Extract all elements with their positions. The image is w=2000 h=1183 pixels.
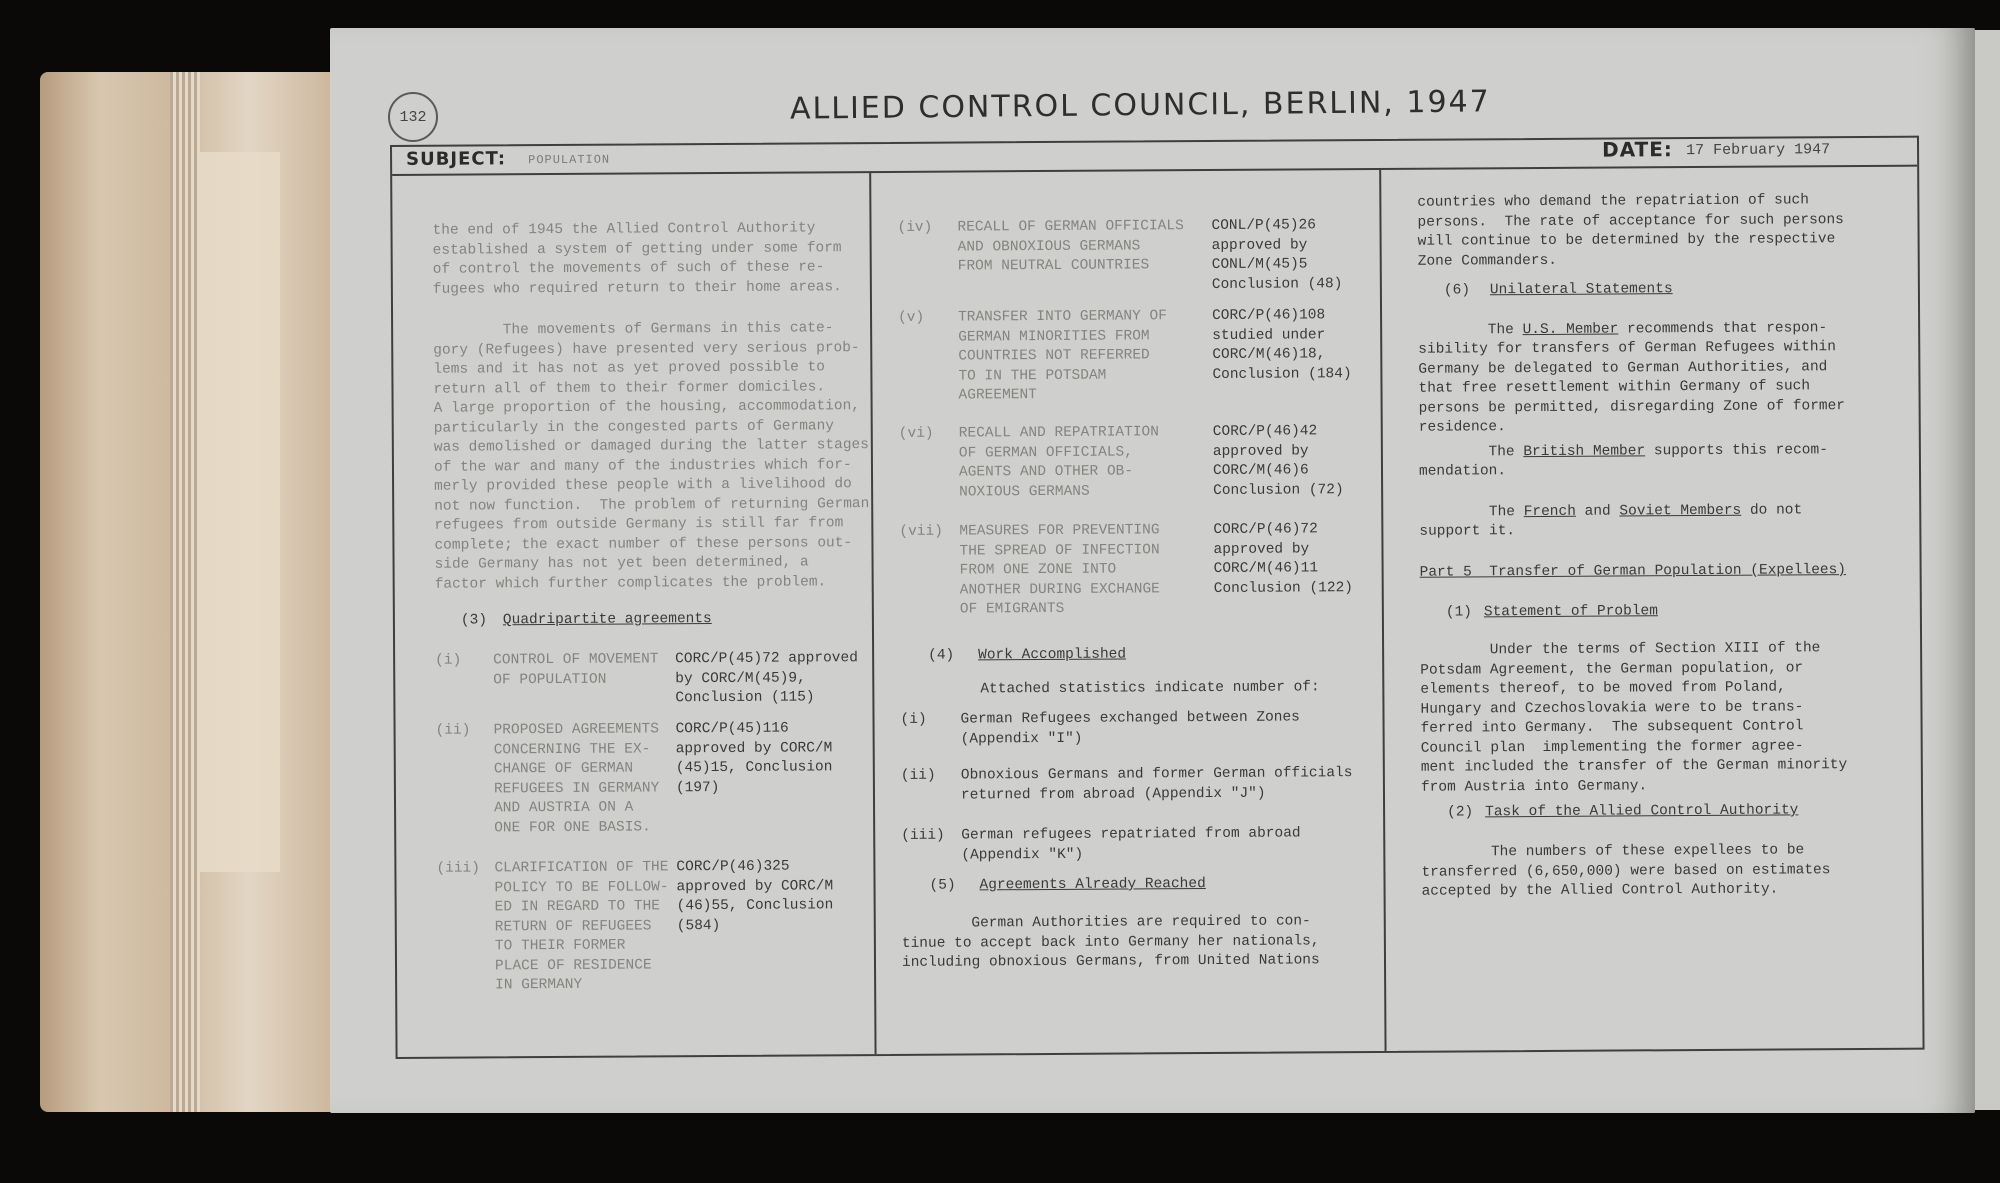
stat-number: (iii) [901,827,945,844]
stat-text: Obnoxious Germans and former German officials returned from abroad (Appendix "J") [960,765,1353,804]
item-number: (v) [898,309,925,326]
page-number-circle [388,92,438,142]
section-number: (2) [1447,804,1474,821]
section-title: Agreements Already Reached [979,876,1206,894]
item-reference: CORC/P(45)116 approved by CORC/M (45)15, Conclusion (197) [675,720,833,796]
paragraph: German Authorities are required to con- tinue to accept back into Germany her nationals, including obnoxious Germans, from United Nations [901,913,1320,971]
document-frame [390,136,1925,1059]
item-number: (iii) [436,860,480,877]
item-subject: CLARIFICATION OF THE POLICY TO BE FOLLOW- ED IN REGARD TO THE RETURN OF REFUGEES TO THEIR FORMER PLACE OF RESIDENCE IN GERMANY [494,859,669,994]
section-number: (4) [928,647,955,664]
section-title: Unilateral Statements [1489,281,1673,299]
paragraph: the end of 1945 the Allied Control Authority established a system of getting under some form of control the movements of such of these re- fugees who required return to their home areas. [432,220,842,298]
french-member: French [1523,503,1576,521]
british-member-line [1419,441,1828,463]
item-number: (vi) [898,425,934,442]
date-label: DATE: [1601,137,1673,162]
item-reference: CORC/P(46)108 studied under CORC/M(46)18, Conclusion (184) [1212,307,1352,383]
stat-text: German Refugees exchanged between Zones (Appendix "I") [960,709,1300,748]
paragraph: The movements of Germans in this cate- gory (Refugees) have presented very serious prob- lems and it has not as yet proved possible to return all of them to their former domiciles. A large proportion of the housing, accommodation, particularly in the congested parts of Germany was demolished or damaged during the latter stages of the war and many of the industries which for- merly provided these people with a livelihood do not now function. The problem of returning German refugees from outside Germany is still far from complete; the exact number of these persons out- side Germany has not yet been determined, a factor which further complicates the problem. [433,320,870,593]
british-member: British Member [1523,443,1646,461]
section-number: (1) [1445,604,1473,621]
text: The [1419,504,1524,521]
page-title: ALLIED CONTROL COUNCIL, BERLIN, 1947 [789,84,1491,127]
item-number: (vii) [899,523,943,540]
text: The [1418,444,1524,461]
paragraph: support it. [1419,523,1516,540]
subject-label: SUBJECT: [406,148,507,170]
section-number: (5) [929,877,956,894]
section-number: (3) [460,612,488,629]
item-reference: CORC/P(46)72 approved by CORC/M(46)11 Conclusion (122) [1213,521,1354,597]
item-number: (iv) [897,219,933,236]
item-reference: CONL/P(45)26 approved by CONL/M(45)5 Conclusion (48) [1211,217,1343,293]
item-subject: CONTROL OF MOVEMENT OF POPULATION [493,651,659,688]
column-right [1379,167,1922,1051]
text: recommends that respon- [1618,320,1828,338]
french-soviet-line [1419,501,1802,523]
paragraph: sibility for transfers of German Refugees within Germany be delegated to German Authorities, and that free resettlement within Germany of such persons be permitted, disregarding Zone of former residence. [1418,339,1846,436]
item-subject: MEASURES FOR PREVENTING THE SPREAD OF INFECTION FROM ONE ZONE INTO ANOTHER DURING EXCHANGE OF EMIGRANTS [959,522,1160,618]
page-number: 132 [399,108,427,126]
subject-value: POPULATION [528,152,611,168]
text: supports this recom- [1645,442,1828,460]
item-subject: RECALL OF GERMAN OFFICIALS AND OBNOXIOUS GERMANS FROM NEUTRAL COUNTRIES [957,218,1184,275]
item-subject: PROPOSED AGREEMENTS CONCERNING THE EX- CHANGE OF GERMAN REFUGEES IN GERMANY AND AUSTRIA ON A ONE FOR ONE BASIS. [493,721,660,836]
stat-text: German refugees repatriated from abroad (Appendix "K") [961,825,1301,864]
section-number: (6) [1443,282,1471,299]
item-reference: CORC/P(46)325 approved by CORC/M (46)55, Conclusion (584) [676,858,834,934]
item-subject: TRANSFER INTO GERMANY OF GERMAN MINORITIES FROM COUNTRIES NOT REFERRED TO IN THE POTSDAM AGREEMENT [958,308,1167,404]
paragraph: Under the terms of Section XIII of the Potsdam Agreement, the German population, or elements thereof, to be moved from Poland, Hungary and Czechoslovakia were to be trans- ferred into Germany. The subsequent Control Council plan implementing the former agree- ment included the transfer of the German minority from Austria into Germany. [1420,640,1848,796]
soviet-members: Soviet Members [1619,502,1742,520]
section-title: Statement of Problem [1483,603,1658,621]
column-middle [869,170,1384,1054]
section-title: Quadripartite agreements [502,611,712,629]
paragraph: countries who demand the repatriation of such persons. The rate of acceptance for such persons will continue to be determined by the respective Zone Commanders. [1417,192,1844,270]
item-number: (i) [435,652,462,669]
text: do not [1741,502,1803,519]
item-number: (ii) [435,722,471,739]
section-title: Task of the Allied Control Authority [1485,802,1799,821]
paragraph: The numbers of these expellees to be transferred (6,650,000) were based on estimates accepted by the Allied Control Authority. [1421,842,1831,900]
section-title: Work Accomplished [978,646,1127,664]
date-value: 17 February 1947 [1686,141,1831,160]
paragraph: mendation. [1418,463,1507,480]
text: The [1418,322,1523,339]
item-subject: RECALL AND REPATRIATION OF GERMAN OFFICIALS, AGENTS AND OTHER OB- NOXIOUS GERMANS [958,424,1159,501]
stat-number: (i) [900,711,927,728]
stat-number: (ii) [900,767,936,784]
us-member: U.S. Member [1522,321,1619,339]
part-heading: Part 5 Transfer of German Population (Expellees) [1419,562,1847,581]
item-reference: CORC/P(45)72 approved by CORC/M(45)9, Conclusion (115) [675,650,858,707]
item-reference: CORC/P(46)42 approved by CORC/M(46)6 Conclusion (72) [1212,423,1344,499]
column-left [392,173,872,1057]
page-stack-edges [40,72,340,1112]
text: and [1575,503,1620,520]
paragraph: Attached statistics indicate number of: [980,679,1320,698]
